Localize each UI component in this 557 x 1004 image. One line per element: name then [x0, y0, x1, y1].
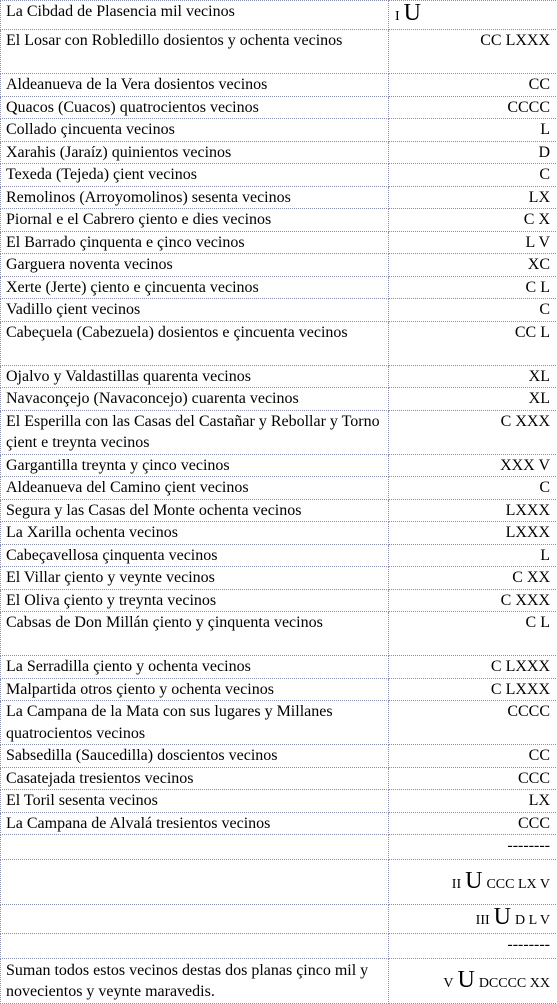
place-value: LX	[389, 186, 557, 209]
empty-cell	[1, 934, 389, 959]
place-value: C L	[389, 612, 557, 656]
total-label: Suman todos estos vecinos destas dos planas çinco mil y novecientos y veynte maravedis.	[1, 959, 389, 1004]
value-suffix: DCCCC XX	[479, 976, 550, 991]
place-value: XC	[389, 254, 557, 277]
table-row	[1, 567, 557, 590]
place-value: C	[389, 299, 557, 322]
table-row	[1, 30, 557, 74]
place-name: Gargantilla treynta y çinco vecinos	[1, 454, 389, 477]
table-row	[1, 767, 557, 790]
separator-row	[1, 934, 557, 959]
table-row	[1, 589, 557, 612]
place-value: LXXX	[389, 499, 557, 522]
place-value: L V	[389, 231, 557, 254]
place-value: CCCC	[389, 96, 557, 119]
place-name: Navaconçejo (Navaconcejo) cuarenta vecinos	[1, 388, 389, 411]
table-row	[1, 209, 557, 232]
place-value: L	[389, 119, 557, 142]
place-name: Cabeçuela (Cabezuela) dosientos e çincuenta vecinos	[1, 321, 389, 365]
table-row	[1, 231, 557, 254]
table-row	[1, 141, 557, 164]
table-row	[1, 499, 557, 522]
separator-line: --------	[389, 835, 557, 860]
value-suffix: D L V	[515, 913, 550, 928]
subtotal-row	[1, 860, 557, 905]
place-value: CCC	[389, 812, 557, 835]
place-name: Aldeanueva de la Vera dosientos vecinos	[1, 74, 389, 97]
place-value: XL	[389, 365, 557, 388]
total-row	[1, 959, 557, 1004]
place-name: El Losar con Robledillo dosientos y ochenta vecinos	[1, 30, 389, 74]
table-row	[1, 186, 557, 209]
table-row	[1, 522, 557, 545]
place-name: El Oliva çiento y treynta vecinos	[1, 589, 389, 612]
place-name: Segura y las Casas del Monte ochenta vecinos	[1, 499, 389, 522]
place-value: C XXX	[389, 410, 557, 454]
table-row	[1, 790, 557, 813]
subtotal-row	[1, 905, 557, 934]
place-value: C	[389, 477, 557, 500]
place-name: Sabsedilla (Saucedilla) doscientos vecinos	[1, 745, 389, 768]
place-value	[389, 1, 557, 30]
place-name: La Campana de Alvalá tresientos vecinos	[1, 812, 389, 835]
place-name: Xarahis (Jaraíz) quinientos vecinos	[1, 141, 389, 164]
place-value: CC L	[389, 321, 557, 365]
table-row	[1, 477, 557, 500]
separator-line: --------	[389, 934, 557, 959]
table-row	[1, 656, 557, 679]
place-value: XXX V	[389, 454, 557, 477]
place-name: La Xarilla ochenta vecinos	[1, 522, 389, 545]
table-row	[1, 1, 557, 30]
table-row	[1, 119, 557, 142]
table-row	[1, 365, 557, 388]
value-prefix: II	[452, 877, 461, 892]
place-name: Garguera noventa vecinos	[1, 254, 389, 277]
table-row	[1, 164, 557, 187]
place-name: Casatejada tresientos vecinos	[1, 767, 389, 790]
place-value: C L	[389, 276, 557, 299]
place-name: Aldeanueva del Camino çient vecinos	[1, 477, 389, 500]
table-row	[1, 96, 557, 119]
place-value: C LXXX	[389, 656, 557, 679]
place-name: Quacos (Cuacos) quatrocientos vecinos	[1, 96, 389, 119]
table-row	[1, 678, 557, 701]
place-name: El Villar çiento y veynte vecinos	[1, 567, 389, 590]
value-thousand-mark: U	[404, 1, 421, 27]
place-name: La Campana de la Mata con sus lugares y Millanes quatrocientos vecinos	[1, 701, 389, 745]
table-row	[1, 321, 557, 365]
place-value: CCC	[389, 767, 557, 790]
value-suffix: CCC LX V	[486, 877, 550, 892]
table-row	[1, 254, 557, 277]
table-row	[1, 454, 557, 477]
subtotal-value	[389, 860, 557, 905]
table-row	[1, 701, 557, 745]
separator-row	[1, 835, 557, 860]
value-thousand-mark: U	[494, 905, 511, 931]
table-row	[1, 74, 557, 97]
table-row	[1, 812, 557, 835]
total-value	[389, 959, 557, 1004]
table-row	[1, 276, 557, 299]
value-prefix: III	[476, 913, 490, 928]
table-row	[1, 612, 557, 656]
subtotal-value	[389, 905, 557, 934]
value-prefix: V	[443, 976, 453, 991]
table-row	[1, 745, 557, 768]
place-name: Piornal e el Cabrero çiento e dies vecinos	[1, 209, 389, 232]
place-name: Vadillo çient vecinos	[1, 299, 389, 322]
place-name: Remolinos (Arroyomolinos) sesenta vecinos	[1, 186, 389, 209]
place-value: XL	[389, 388, 557, 411]
place-value: C XX	[389, 567, 557, 590]
place-value: CC	[389, 74, 557, 97]
value-thousand-mark: U	[457, 967, 474, 993]
place-name: Ojalvo y Valdastillas quarenta vecinos	[1, 365, 389, 388]
place-name: Texeda (Tejeda) çient vecinos	[1, 164, 389, 187]
place-value: C X	[389, 209, 557, 232]
place-value: LX	[389, 790, 557, 813]
place-value: C	[389, 164, 557, 187]
place-name: El Esperilla con las Casas del Castañar y Rebollar y Torno çient e treynta vecinos	[1, 410, 389, 454]
place-name: La Serradilla çiento y ochenta vecinos	[1, 656, 389, 679]
place-name: Cabeçavellosa çinquenta vecinos	[1, 544, 389, 567]
place-name: Xerte (Jerte) çiento e çincuenta vecinos	[1, 276, 389, 299]
place-value: CCCC	[389, 701, 557, 745]
empty-cell	[1, 905, 389, 934]
place-name: El Toril sesenta vecinos	[1, 790, 389, 813]
value-prefix: I	[395, 9, 400, 24]
table-row	[1, 544, 557, 567]
value-thousand-mark: U	[465, 868, 482, 894]
place-value: CC	[389, 745, 557, 768]
empty-cell	[1, 860, 389, 905]
place-value: D	[389, 141, 557, 164]
place-name: Collado çincuenta vecinos	[1, 119, 389, 142]
place-name: La Cibdad de Plasencia mil vecinos	[1, 1, 389, 30]
place-name: Malpartida otros çiento y ochenta vecinos	[1, 678, 389, 701]
table-row	[1, 410, 557, 454]
place-value: C XXX	[389, 589, 557, 612]
place-name: El Barrado çinquenta e çinco vecinos	[1, 231, 389, 254]
place-name: Cabsas de Don Millán çiento y çinquenta vecinos	[1, 612, 389, 656]
place-value: CC LXXX	[389, 30, 557, 74]
place-value: C LXXX	[389, 678, 557, 701]
place-value: L	[389, 544, 557, 567]
table-row	[1, 388, 557, 411]
table-row	[1, 299, 557, 322]
empty-cell	[1, 835, 389, 860]
place-value: LXXX	[389, 522, 557, 545]
